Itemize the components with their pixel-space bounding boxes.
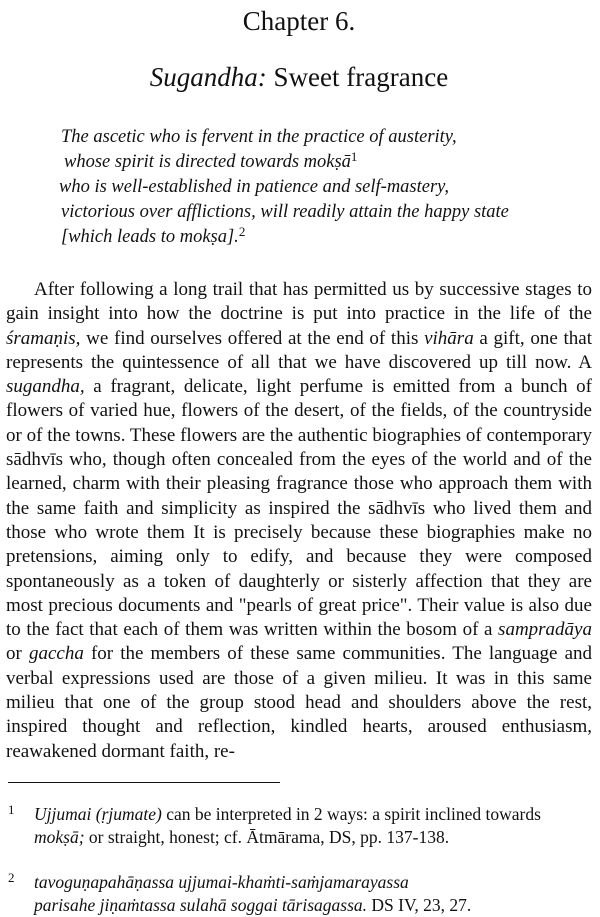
verse-line-5-text: [which leads to mokṣa]. [61, 227, 239, 247]
chapter-title [6, 62, 592, 92]
chapter-title-italic: Sugandha: [149, 62, 267, 92]
footnote-1-term-2: mokṣā; [34, 826, 85, 847]
para-term-sramanis: śramaṇis, [6, 327, 81, 349]
para-text-1: After following a long trail that has permitted us by successive stages to gain insight into how the doctrine is put into practice in the life of the [6, 279, 592, 325]
verse-line-2 [61, 150, 592, 175]
para-term-gaccha: gaccha [28, 643, 84, 665]
verse-line-2-text: whose spirit is directed towards mokṣā [64, 152, 351, 172]
verse-line-3: who is well-established in patience and self-mastery, [59, 177, 449, 197]
footnote-ref-1: 1 [350, 149, 358, 164]
footnote-1 [8, 803, 592, 849]
body-paragraph [6, 278, 592, 764]
verse-line-4: victorious over afflictions, will readily attain the happy state [61, 202, 509, 222]
verse-line-5 [61, 225, 592, 250]
para-text-6: for the members of these same communities. The language and verbal expressions used are those of a given milieu. It was in this same milieu that one of the group stood head and shoulders above the rest, inspired thought and reflection, kindled hearts, aroused enthusiasm, reawakened dormant faith, re- [6, 643, 593, 762]
chapter-title-plain: Sweet fragrance [266, 62, 449, 92]
footnote-2-line-1 [34, 871, 592, 894]
footnote-1-number: 1 [8, 801, 15, 817]
para-text-4: a fragrant, delicate, light perfume is emitted from a bunch of flowers of varied hue, flowers of the desert, of the fields, of the countryside or of the towns. These flowers are the authentic biographies of contemporary sādhvīs who, though often concealed from the eyes of the world and of the learned, charm with their pleasing fragrance those who approach them with the same faith and simplicity as inspired the sādhvīs who lived them and those who wrote them It is precisely because these biographies make no pretensions, aiming only to edify, and because they were composed spontaneously as a token of daughterly or sisterly affection that they are most precious documents and "pearls of great price". Their value is also due to the fact that each of them was written within the bosom of a [6, 376, 592, 641]
footnote-2-citation: DS IV, 23, 27. [367, 894, 472, 915]
para-term-sugandha: sugandha, [6, 376, 85, 398]
para-term-vihara: vihāra [424, 327, 474, 349]
footnote-1-text-2: or straight, honest; cf. Ātmārama, DS, pp. 137-138. [84, 826, 450, 847]
footnote-1-term: Ujjumai (ṛjumate) [34, 803, 162, 824]
footnote-2 [8, 871, 592, 917]
para-text-5: or [6, 643, 29, 665]
verse-line-1: The ascetic who is fervent in the practice of austerity, [61, 127, 457, 147]
para-term-sampradaya: sampradāya [498, 619, 592, 641]
footnote-2-verse-2: parisahe jiṇaṁtassa sulahā soggai tārisagassa. [34, 894, 368, 915]
footnote-ref-2: 2 [238, 224, 246, 239]
para-text-2: we find ourselves offered at the end of this [80, 327, 425, 349]
para-text-3: a gift, one that represents the quintessence of all that we have discovered up till now. A [6, 327, 592, 373]
footnote-2-verse-1: tavoguṇapahāṇassa ujjumai-khaṁti-saṁjamarayassa [34, 871, 409, 892]
footnote-2-line-2 [34, 894, 592, 917]
footnote-divider [8, 782, 280, 783]
footnote-2-number: 2 [8, 869, 15, 885]
epigraph-verse [61, 125, 592, 250]
footnote-1-text-1: can be interpreted in 2 ways: a spirit inclined towards [161, 803, 541, 824]
chapter-heading: Chapter 6. [242, 6, 356, 36]
